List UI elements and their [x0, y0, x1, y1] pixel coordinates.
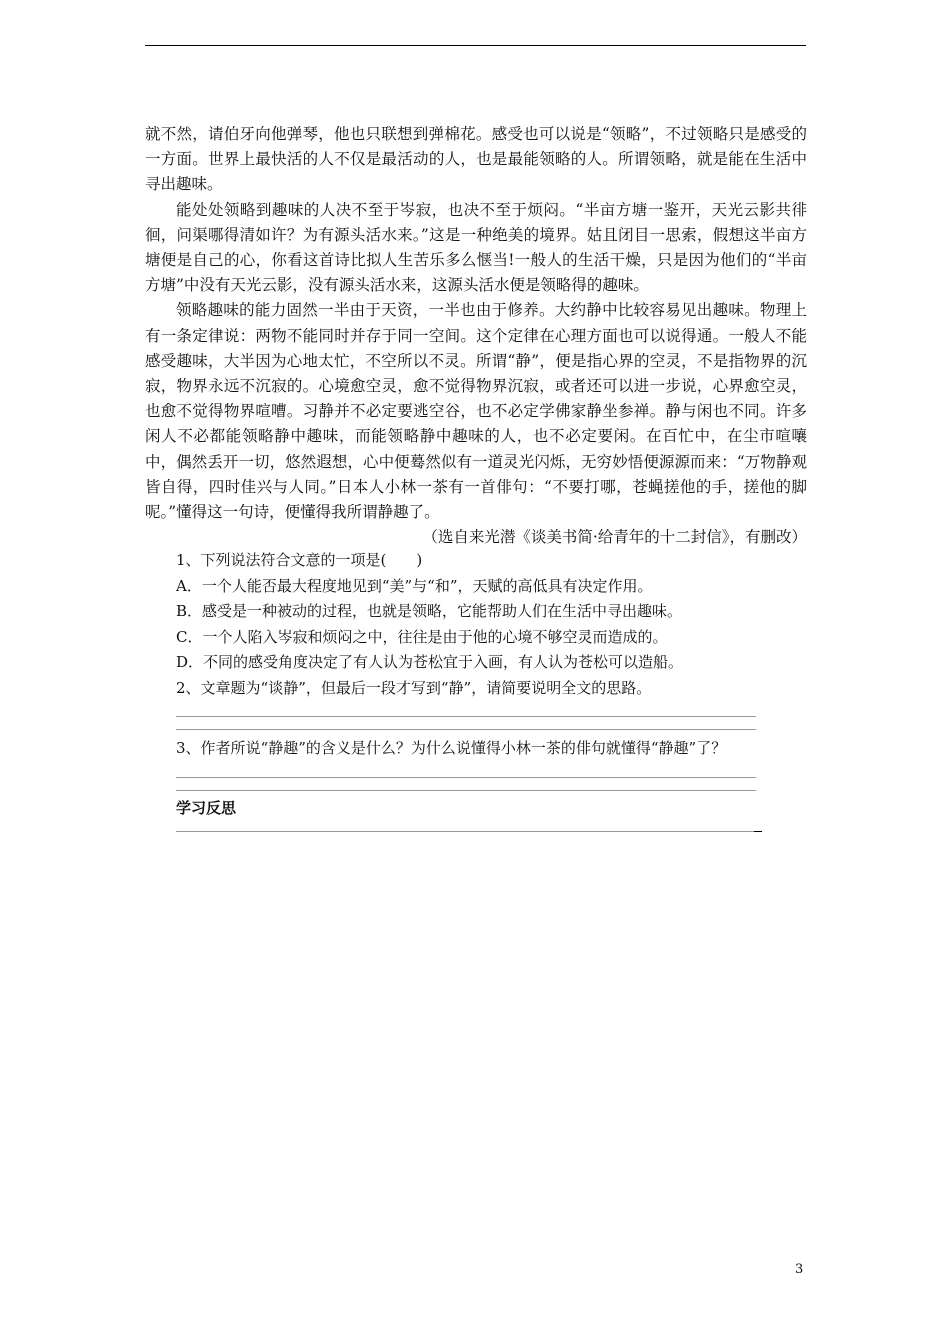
passage-paragraph-2: 能处处领略到趣味的人决不至于岑寂，也决不至于烦闷。“半亩方塘一鉴开，天光云影共徘徊，问渠哪得清如许？为有源头活水来。”这是一种绝美的境界。姑且闭目一思索，假想这半亩方塘便是自己的心，你看这首诗比拟人生苦乐多么惬当!一般人的生活干燥，只是因为他们的“半亩方塘”中没有天光云影，没有源头活水来，这源头活水便是领略得的趣味。	[145, 200, 807, 295]
question-2-answer-area[interactable]	[176, 704, 826, 730]
header-rule	[145, 45, 806, 46]
passage-paragraph-3: 领略趣味的能力固然一半由于天资，一半也由于修养。大约静中比较容易见出趣味。物理上有一条定律说：两物不能同时并存于同一空间。这个定律在心理方面也可以说得通。一般人不能感受趣味，大半因为心地太忙，不空所以不灵。所谓“静”，便是指心界的空灵，不是指物界的沉寂，物界永远不沉寂的。心境愈空灵，愈不觉得物界沉寂，或者还可以进一步说，心界愈空灵，也愈不觉得物界喧嘈。习静并不必定要逃空谷，也不必定学佛家静坐参禅。静与闲也不同。许多闲人不必都能领略静中趣味，而能领略静中趣味的人，也不必定要闲。在百忙中，在尘市喧嚷中，偶然丢开一切，悠然遐想，心中便蓦然似有一道灵光闪烁，无穷妙悟便源源而来：“万物静观皆自得，四时佳兴与人同。”日本人小林一茶有一首俳句：“不要打哪，苍蝇搓他的手，搓他的脚呢。”懂得这一句诗，便懂得我所谓静趣了。	[145, 301, 807, 522]
questions-section	[176, 548, 826, 832]
reflection-title: 学习反思	[176, 798, 237, 817]
answer-line[interactable]	[176, 765, 756, 778]
question-1-option-b: B．感受是一种被动的过程，也就是领略，它能帮助人们在生活中寻出趣味。	[176, 602, 683, 620]
page-number: 3	[795, 1262, 804, 1277]
answer-line[interactable]	[176, 704, 756, 717]
answer-line[interactable]	[176, 717, 756, 730]
reflection-answer-line[interactable]	[176, 819, 761, 832]
question-2: 2、文章题为“谈静”，但最后一段才写到“静”，请简要说明全文的思路。	[176, 678, 652, 697]
passage	[145, 122, 807, 550]
passage-source: （选自来光潜《谈美书简·给青年的十二封信》，有删改）	[422, 528, 807, 547]
question-3: 3、作者所说“静趣”的含义是什么？为什么说懂得小林一茶的俳句就懂得“静趣”了？	[176, 739, 727, 757]
question-1: 1、下列说法符合文意的一项是( )	[176, 551, 423, 569]
question-1-option-a: A．一个人能否最大程度地见到“美”与“和”，天赋的高低具有决定作用。	[176, 576, 653, 595]
passage-paragraph-1: 就不然，请伯牙向他弹琴，他也只联想到弹棉花。感受也可以说是“领略”，不过领略只是感受的一方面。世界上最快活的人不仅是最活动的人，也是最能领略的人。所谓领略，就是能在生活中寻出趣味。	[145, 125, 807, 194]
answer-line[interactable]	[176, 778, 756, 791]
question-1-option-c: C．一个人陷入岑寂和烦闷之中，往往是由于他的心境不够空灵而造成的。	[176, 627, 668, 646]
question-1-option-d: D．不同的感受角度决定了有人认为苍松宜于入画，有人认为苍松可以造船。	[176, 653, 684, 671]
question-3-answer-area[interactable]	[176, 765, 826, 791]
